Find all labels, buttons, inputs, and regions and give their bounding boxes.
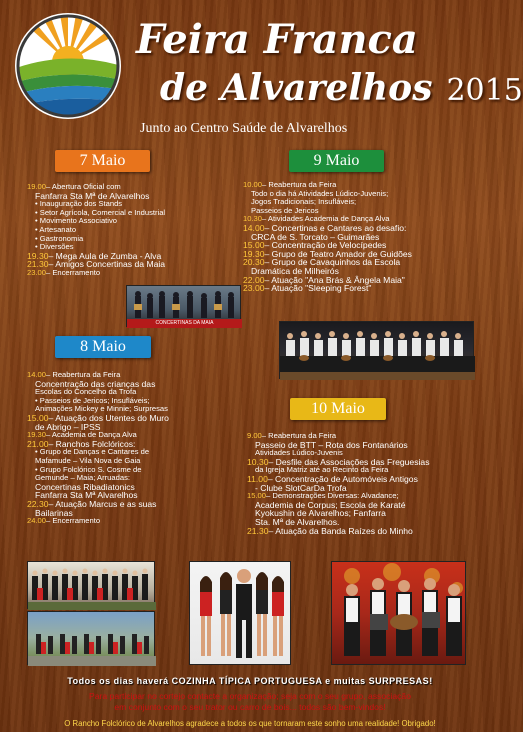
schedule-text: Academia de Corpus; Escola de Karaté (255, 499, 406, 510)
photo-folklore-group (27, 561, 155, 609)
schedule-text: Concentração das crianças das (35, 378, 156, 389)
schedule-day-9 (243, 181, 493, 293)
schedule-text: – Amigos Concertinas da Maia (48, 259, 166, 270)
schedule-item (247, 527, 492, 536)
schedule-text: Todo o dia há Atividades Lúdico-Juvenis; (251, 188, 389, 198)
schedule-text: – Encerramento (46, 516, 101, 526)
schedule-text: – Encerramento (46, 267, 101, 277)
photo-band (331, 561, 466, 665)
schedule-text: Escolas do Concelho da Trofa (35, 387, 137, 397)
schedule-item (27, 269, 237, 278)
schedule-time: 22.00 (243, 274, 265, 285)
schedule-text: • Inauguração dos Stands (35, 199, 123, 209)
schedule-text: Bailarinas (35, 507, 73, 518)
schedule-text: – Atividades Academia de Dança Alva (262, 214, 390, 224)
schedule-time: 15.00 (243, 240, 265, 251)
schedule-text: Animações Mickey e Minnie; Surpresas (35, 404, 168, 414)
schedule-text: • Artesanato (35, 224, 77, 234)
page-title: Feira Franca (136, 16, 418, 63)
schedule-time: 20.30 (243, 257, 265, 268)
schedule-text: Atividades Lúdico-Juvenis (255, 448, 343, 458)
day-header-9: 9 Maio (289, 150, 384, 172)
day-header-7: 7 Maio (55, 150, 150, 172)
schedule-text: • Movimento Associativo (35, 216, 118, 226)
footer-thanks: O Rancho Folclórico de Alvarelhos agradece a todos os que tornaram este sonho uma realidade! Obrigado! (64, 719, 436, 728)
schedule-time: 21.30 (247, 525, 269, 536)
schedule-text: Concertinas Ribadiatonics (35, 481, 135, 492)
schedule-text: – Abertura Oficial com (46, 182, 121, 191)
photo-concertinas (126, 285, 241, 327)
schedule-text: – Concentração de Velocípedes (264, 240, 387, 251)
schedule-time: 10.30 (243, 214, 263, 224)
schedule-text: de Abrigo – IPSS (35, 421, 101, 432)
schedule-time: 19.30 (243, 248, 265, 259)
schedule-text: da Igreja Matriz até ao Recinto da Feira (255, 465, 389, 475)
schedule-time: 10.30 (247, 456, 269, 467)
schedule-time: 14.00 (27, 370, 47, 379)
schedule-time: 19.00 (27, 182, 47, 191)
footer-note-1: Para participar no cortejo contacte a organização; seja com o seu grupo, associação (89, 691, 411, 701)
schedule-text: – Reabertura da Feira (46, 370, 121, 379)
schedule-text: Kyokushin de Alvarelhos; Fanfarra (255, 508, 386, 519)
photo-cavaquinhos (279, 321, 474, 379)
schedule-time: 23.00 (243, 283, 265, 294)
schedule-time: 24.00 (27, 516, 47, 526)
schedule-time: 21.30 (27, 259, 49, 270)
schedule-text: – Ranchos Folclóricos: (48, 438, 136, 449)
schedule-text: – Academia de Dança Alva (46, 430, 137, 440)
schedule-time: 14.00 (243, 222, 265, 233)
day-header-10: 10 Maio (290, 398, 386, 420)
schedule-text: Sta. Mª de Alvarelhos. (255, 516, 340, 527)
footer-banner: Todos os dias haverá COZINHA TÍPICA PORTUGUESA e muitas SURPRESAS! (67, 676, 433, 686)
schedule-text: Passeios de Jericos (251, 205, 319, 215)
schedule-text: • Grupo de Danças e Cantares de (35, 447, 150, 457)
schedule-text: Jogos Tradicionais; Insufláveis; (251, 197, 357, 207)
schedule-text: • Passeios de Jericos; Insufláveis; (35, 395, 150, 405)
day-header-8: 8 Maio (55, 336, 151, 358)
schedule-time: 19.30 (27, 430, 47, 440)
schedule-text: Mafamude – Vila Nova de Gaia (35, 455, 141, 465)
schedule-time: 22.30 (27, 498, 49, 509)
schedule-time: 21.00 (27, 438, 49, 449)
schedule-text: Fanfarra Sta Mª Alvarelhos (35, 490, 138, 501)
schedule-text: – Grupo de Teatro Amador de Guidões (264, 248, 412, 259)
schedule-text: – Atuação da Banda Raízes do Minho (268, 525, 413, 536)
feira-logo (12, 10, 124, 120)
schedule-text: – Grupo de Cavaquinhos da Escola (264, 257, 401, 268)
schedule-text: – Demonstrações Diversas: Alvadance; (266, 491, 399, 501)
schedule-text: • Setor Agrícola, Comercial e Industrial (35, 207, 166, 217)
schedule-time: 15.00 (27, 412, 49, 423)
schedule-text: – Atuação dos Utentes do Muro (48, 412, 169, 423)
schedule-text: • Diversões (35, 242, 74, 252)
schedule-day-8 (27, 371, 237, 526)
schedule-text: – Atuação "Ana Brás & Ângela Maia" (264, 274, 405, 285)
title-year: 2015 (446, 73, 523, 108)
schedule-text: – Concertinas e Cantares ao desafio: (264, 222, 407, 233)
photo-dancers (189, 561, 291, 665)
schedule-day-10 (247, 432, 492, 535)
schedule-text: Fanfarra Sta Mª de Alvarelhos (35, 190, 150, 201)
schedule-text: – Reabertura da Feira (262, 180, 337, 189)
schedule-text: – Mega Aula de Zumba - Alva (48, 250, 162, 261)
schedule-text: • Grupo Folclórico S. Cosme de (35, 464, 142, 474)
schedule-time: 9.00 (247, 431, 262, 440)
schedule-text: Passeio de BTT – Rota dos Fontanários (255, 439, 408, 450)
schedule-time: 11.00 (247, 473, 268, 484)
photo-parade (27, 611, 155, 665)
footer-note-2: em conjunto com o seu trator ou carro de bois... todos são bem-vindos! (114, 702, 386, 712)
schedule-time: 19.30 (27, 250, 49, 261)
subtitle: Junto ao Centro Saúde de Alvarelhos (140, 121, 348, 136)
schedule-text: - Clube SlotCarDa Trofa (255, 482, 347, 493)
schedule-text: – Reabertura da Feira (261, 431, 337, 440)
photo-caption: CONCERTINAS DA MAIA (155, 320, 214, 326)
schedule-day-7 (27, 183, 237, 278)
schedule-text: Dramática de Milheirós (251, 265, 339, 276)
schedule-item (243, 284, 493, 293)
schedule-text: – Concentração de Automóveis Antigos (267, 473, 418, 484)
schedule-item (27, 517, 237, 526)
page-title-line2 (160, 66, 523, 113)
schedule-text: – Atuação Marcus e as suas (48, 498, 157, 509)
schedule-text: – Desfile das Associações das Freguesias (268, 456, 430, 467)
title-place: de Alvarelhos (160, 67, 433, 109)
schedule-time: 15.00 (247, 491, 267, 501)
schedule-time: 23.00 (27, 267, 47, 277)
schedule-text: Gemunde – Maia; Arruadas: (35, 473, 130, 483)
schedule-text: – Atuação "Sleeping Forest" (264, 283, 372, 294)
schedule-text: • Gastronomia (35, 233, 84, 243)
schedule-time: 10.00 (243, 180, 263, 189)
schedule-text: CRCA de S. Torcato – Guimarães (251, 231, 380, 242)
